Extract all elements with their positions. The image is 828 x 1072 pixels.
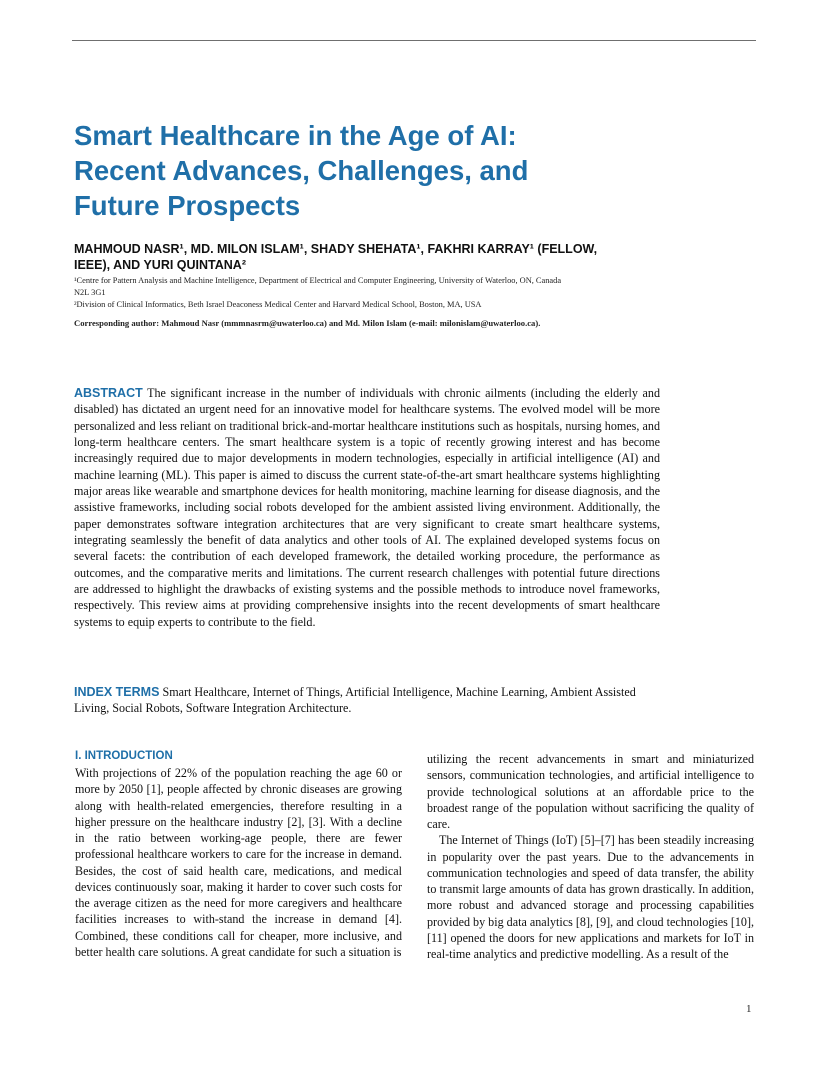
author-line: MAHMOUD NASR¹, MD. MILON ISLAM¹, SHADY SHEHATA¹, FAKHRI KARRAY¹ (FELLOW, — [74, 242, 598, 256]
header-rule — [72, 40, 756, 41]
affiliation-2 — [74, 299, 754, 311]
abstract-label: ABSTRACT — [74, 386, 143, 400]
page-number: 1 — [746, 1003, 752, 1015]
affiliation-line: ¹Centre for Pattern Analysis and Machine Intelligence, Department of Electrical and Computer Engineering, University of Waterloo, ON, Canada — [74, 276, 562, 285]
paper-title — [74, 118, 694, 223]
left-column — [75, 765, 402, 960]
intro-paragraph: With projections of 22% of the population reaching the age 60 or more by 2050 [1], people affected by chronic diseases are growing along with health-related emergencies, therefore resulting in a higher pressure on the healthcare industry [2], [3]. With a decline in the ratio between working-age people, there are fewer professional healthcare workers to care for the increase in demand. Besides, the cost of said health care, medications, and medical devices continuously soar, making it harder to cover such costs for the average citizen as the need for more caregivers and healthcare facilities increases to with-stand the increase in demand [4]. Combined, these conditions call for cheaper, more inclusive, and better health care solutions. A great candidate for such a situation is — [75, 766, 402, 959]
abstract-text: The significant increase in the number of individuals with chronic ailments (including the elderly and disabled) has dictated an urgent need for an innovative model for healthcare systems. The evolved model will be more personalized and less reliant on traditional brick-and-mortar healthcare institutions such as hospitals, nursing homes, and long-term healthcare centers. The smart healthcare system is a topic of recently growing interest and has become increasingly required due to major developments in modern technologies, especially in artificial intelligence (AI) and machine learning (ML). This paper is aimed to discuss the current state-of-the-art smart healthcare systems highlighting major areas like wearable and smartphone devices for health monitoring, machine learning for disease diagnosis, and the assistive frameworks, including social robots developed for the ambient assisted living environment. Additionally, the paper demonstrates software integration architectures that are very significant to create smart healthcare systems, integrating seamlessly the benefit of data analytics and other tools of AI. The explained developed systems focus on several facets: the contribution of each developed framework, the detailed working procedure, the performance as outcomes, and the comparative merits and limitations. The current research challenges with potential future directions are addressed to highlight the drawbacks of existing systems and the possible methods to introduce novel frameworks, respectively. This review aims at providing comprehensive insights into the recent developments of smart healthcare systems to equip experts to contribute to the field. — [74, 386, 660, 629]
author-list — [74, 241, 694, 273]
affiliation-line: ²Division of Clinical Informatics, Beth Israel Deaconess Medical Center and Harvard Medical School, Boston, MA, USA — [74, 300, 482, 309]
title-line: Future Prospects — [74, 190, 301, 221]
right-column — [427, 751, 754, 962]
intro-paragraph: utilizing the recent advancements in smart and miniaturized sensors, communication technologies, and artificial intelligence to provide technological solutions at an affordable price to the broadest range of the population without sacrificing the quality of care. — [427, 752, 754, 831]
affiliation-line: N2L 3G1 — [74, 288, 106, 297]
index-terms-text: Smart Healthcare, Internet of Things, Artificial Intelligence, Machine Learning, Ambient Assisted Living, Social Robots, Software Integration Architecture. — [74, 685, 636, 716]
title-line: Recent Advances, Challenges, and — [74, 155, 529, 186]
section-heading: I. INTRODUCTION — [75, 750, 173, 762]
intro-paragraph: The Internet of Things (IoT) [5]–[7] has been steadily increasing in popularity over the past years. Due to the advancements in communication technologies and speed of data transfer, the ability to transmit large amounts of data has grown drastically. In addition, more robust and advanced storage and processing capabilities provided by big data analytics [8], [9], and cloud technologies [10], [11] opened the doors for new applications and markets for IoT in real-time analytics and predictive modelling. As a result of the — [427, 833, 754, 961]
abstract — [74, 385, 660, 630]
affiliation-1 — [74, 275, 754, 299]
index-terms — [74, 684, 664, 717]
title-line: Smart Healthcare in the Age of AI: — [74, 120, 517, 151]
corresponding-author: Corresponding author: Mahmoud Nasr (mmmnasrm@uwaterloo.ca) and Md. Milon Islam (e-mail: milonislam@uwaterloo.ca). — [74, 318, 541, 328]
author-line: IEEE), AND YURI QUINTANA² — [74, 258, 246, 272]
index-terms-label: INDEX TERMS — [74, 685, 160, 699]
